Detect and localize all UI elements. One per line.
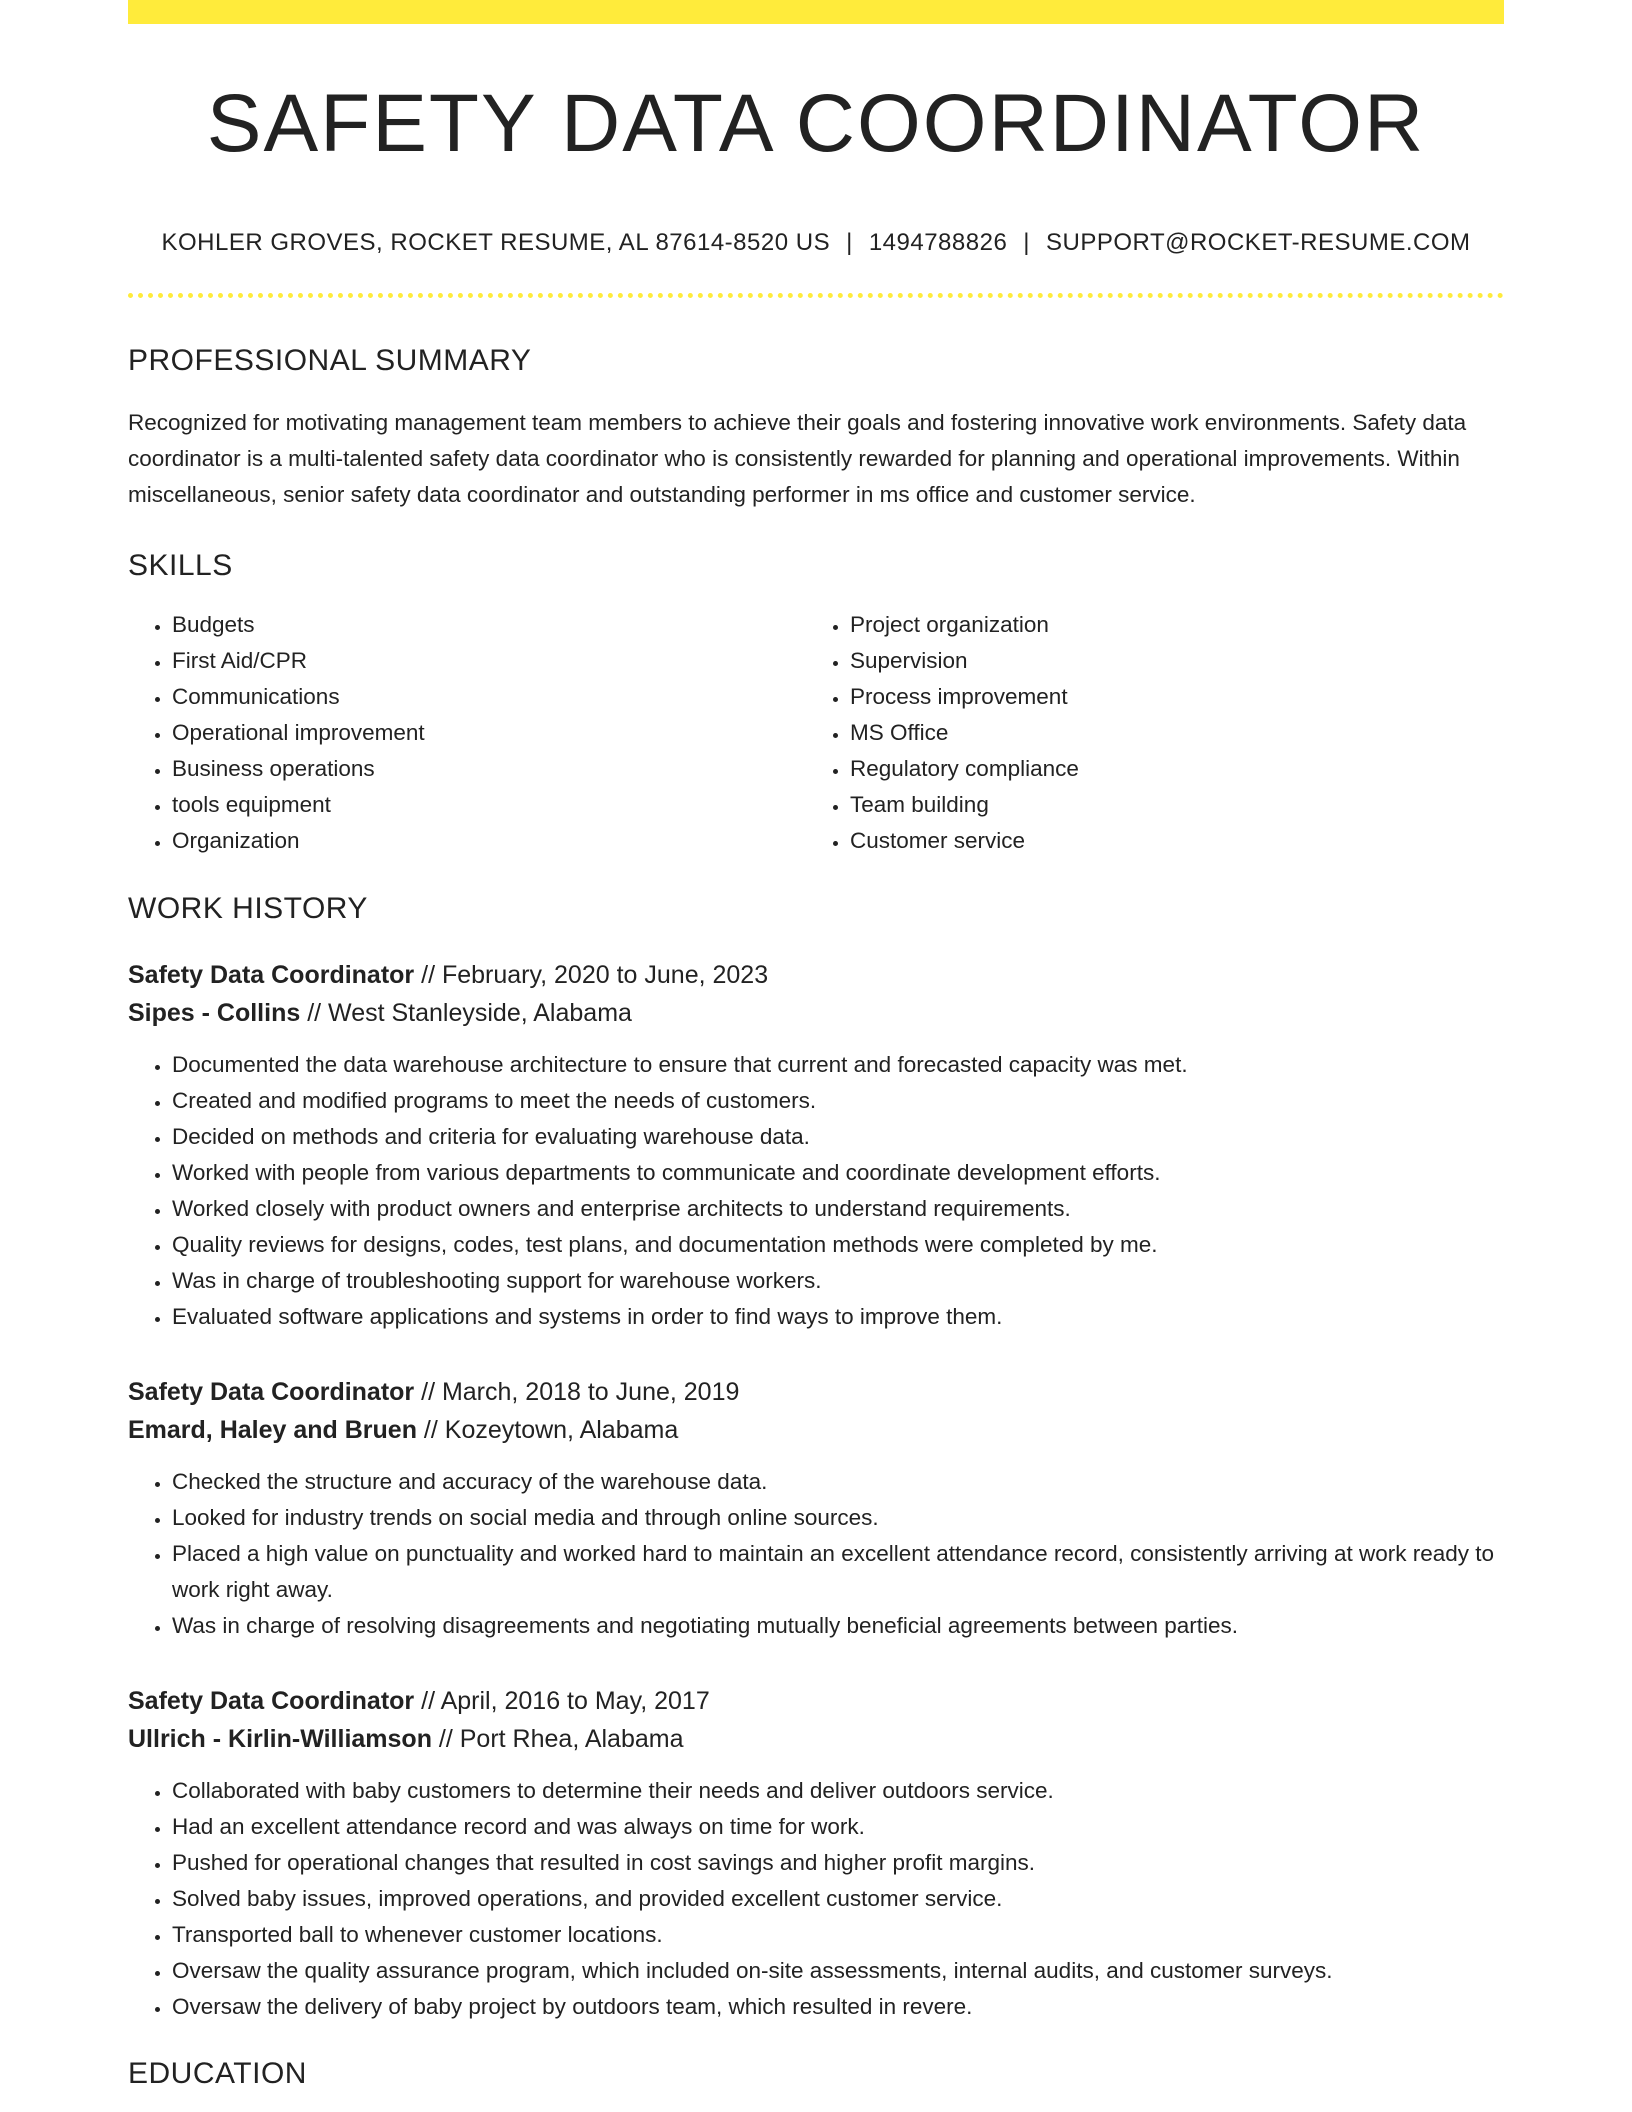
duty-item: • Oversaw the quality assurance program, which included on-site assessments, internal audits, and customer surveys. (172, 1953, 1504, 1989)
work-history-heading: WORK HISTORY (128, 892, 368, 925)
skill-item: • Supervision (850, 643, 1484, 679)
duty-item: • Looked for industry trends on social media and through online sources. (172, 1500, 1504, 1536)
contact-address: KOHLER GROVES, ROCKET RESUME, AL 87614-8520 US (161, 229, 831, 256)
dotted-divider (128, 293, 1504, 298)
job-entry (128, 1373, 1504, 1644)
duty-item: • Solved baby issues, improved operations, and provided excellent customer service. (172, 1881, 1504, 1917)
duty-item: • Collaborated with baby customers to determine their needs and deliver outdoors service. (172, 1773, 1504, 1809)
job-duties (128, 1464, 1504, 1644)
job-entry (128, 1682, 1504, 2025)
contact-phone: 1494788826 (868, 229, 1008, 256)
job-location: // West Stanleyside, Alabama (300, 999, 632, 1027)
job-title: Safety Data Coordinator (128, 961, 415, 989)
summary-heading: PROFESSIONAL SUMMARY (128, 344, 532, 377)
summary-text: Recognized for motivating management team members to achieve their goals and fostering innovative work environments. Safety data coordinator is a multi-talented safety data coordinator who is consistently rewarded for planning and operational improvements. Within miscellaneous, senior safety data coordinator and outstanding performer in ms office and customer service. (128, 410, 1467, 507)
job-title: Safety Data Coordinator (128, 1378, 415, 1406)
skill-item: • Organization (172, 823, 806, 859)
duty-item: • Oversaw the delivery of baby project by outdoors team, which resulted in revere. (172, 1989, 1504, 2025)
duty-item: • Placed a high value on punctuality and worked hard to maintain an excellent attendance record, consistently arriving at work ready to work right away. (172, 1536, 1504, 1608)
job-title: Safety Data Coordinator (128, 1687, 415, 1715)
skill-item: • tools equipment (172, 787, 806, 823)
job-duties (128, 1773, 1504, 2025)
job-company-line (128, 994, 1504, 1032)
duty-item: • Was in charge of resolving disagreements and negotiating mutually beneficial agreements between parties. (172, 1608, 1504, 1644)
job-duties (128, 1047, 1504, 1335)
job-company-line (128, 1411, 1504, 1449)
duty-item: • Was in charge of troubleshooting support for warehouse workers. (172, 1263, 1504, 1299)
duty-item: • Evaluated software applications and systems in order to find ways to improve them. (172, 1299, 1504, 1335)
duty-item: • Worked with people from various departments to communicate and coordinate development efforts. (172, 1155, 1504, 1191)
job-company: Sipes - Collins (128, 999, 301, 1027)
duty-item: • Checked the structure and accuracy of the warehouse data. (172, 1464, 1504, 1500)
skill-item: • Regulatory compliance (850, 751, 1484, 787)
resume-page (128, 0, 1504, 2089)
contact-line (128, 231, 1504, 255)
job-title-line (128, 1682, 1504, 1720)
skill-item: • MS Office (850, 715, 1484, 751)
duty-item: • Pushed for operational changes that resulted in cost savings and higher profit margins. (172, 1845, 1504, 1881)
contact-separator: | (1023, 229, 1031, 256)
job-company-line (128, 1720, 1504, 1758)
skill-item: • Customer service (850, 823, 1484, 859)
job-title-line (128, 956, 1504, 994)
skill-item: • Business operations (172, 751, 806, 787)
contact-separator: | (846, 229, 853, 256)
job-location: // Port Rhea, Alabama (431, 1725, 684, 1753)
skills-list (128, 607, 1504, 859)
skills-column-left (128, 607, 806, 859)
duty-item: • Documented the data warehouse architecture to ensure that current and forecasted capacity was met. (172, 1047, 1504, 1083)
skills-heading: SKILLS (128, 549, 233, 582)
duty-item: • Worked closely with product owners and enterprise architects to understand requirements. (172, 1191, 1504, 1227)
duty-item: • Quality reviews for designs, codes, test plans, and documentation methods were completed by me. (172, 1227, 1504, 1263)
job-entry (128, 956, 1504, 1335)
duty-item: • Transported ball to whenever customer locations. (172, 1917, 1504, 1953)
contact-email: SUPPORT@ROCKET-RESUME.COM (1046, 229, 1471, 256)
accent-top-bar (128, 0, 1504, 24)
job-dates: // March, 2018 to June, 2019 (414, 1378, 740, 1406)
duty-item: • Created and modified programs to meet the needs of customers. (172, 1083, 1504, 1119)
job-company: Ullrich - Kirlin-Williamson (128, 1725, 432, 1753)
skill-item: • First Aid/CPR (172, 643, 806, 679)
skill-item: • Process improvement (850, 679, 1484, 715)
skill-item: • Team building (850, 787, 1484, 823)
job-dates: // February, 2020 to June, 2023 (414, 961, 769, 989)
job-company: Emard, Haley and Bruen (128, 1416, 417, 1444)
skill-item: • Operational improvement (172, 715, 806, 751)
duty-item: • Decided on methods and criteria for evaluating warehouse data. (172, 1119, 1504, 1155)
education-heading: EDUCATION (128, 2057, 307, 2090)
skill-item: • Budgets (172, 607, 806, 643)
job-location: // Kozeytown, Alabama (416, 1416, 679, 1444)
duty-item: • Had an excellent attendance record and was always on time for work. (172, 1809, 1504, 1845)
resume-title: SAFETY DATA COORDINATOR (206, 78, 1426, 169)
job-title-line (128, 1373, 1504, 1411)
job-dates: // April, 2016 to May, 2017 (414, 1687, 710, 1715)
skill-item: • Project organization (850, 607, 1484, 643)
skills-column-right (806, 607, 1484, 859)
skill-item: • Communications (172, 679, 806, 715)
